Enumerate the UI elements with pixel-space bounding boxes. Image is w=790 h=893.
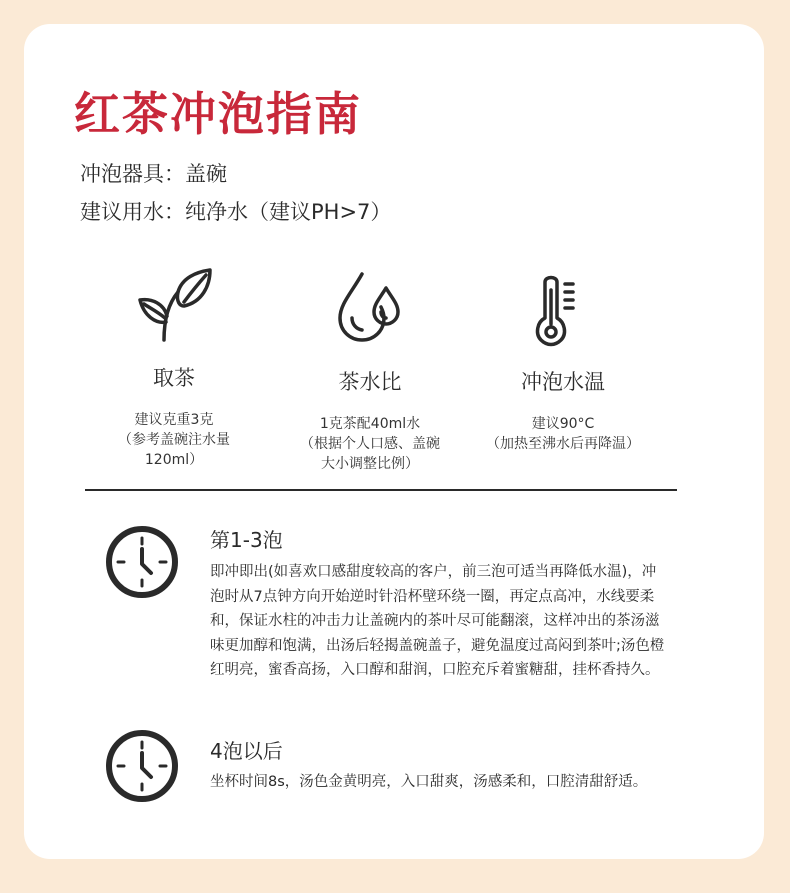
step-description: 即冲即出(如喜欢口感甜度较高的客户，前三泡可适当再降低水温)，冲泡时从7点钟方向开始逆时针沿杯壁环绕一圈，再定点高冲，水线要柔和，保证水柱的冲击力让盖碗内的茶叶尽可能翻滚，这样冲出的茶汤滋味更加醇和饱满，出汤后轻揭盖碗盖子，避免温度过高闷到茶叶;汤色橙红明亮，蜜香高扬，入口醇和甜润，口腔充斥着蜜糖甜，挂杯香持久。 <box>210 564 665 678</box>
step-title: 4泡以后 <box>210 739 283 763</box>
desc-line: （参考盖碗注水量 <box>118 432 230 448</box>
icon-description <box>74 410 274 470</box>
clock-icon <box>104 524 180 600</box>
desc-line: （加热至沸水后再降温） <box>486 436 640 452</box>
brewing-vessel-text: 冲泡器具：盖碗 <box>80 162 227 186</box>
recommended-water-text: 建议用水：纯净水（建议PH>7） <box>80 200 392 224</box>
step-description: 坐杯时间8s，汤色金黄明亮，入口甜爽，汤感柔和，口腔清甜舒适。 <box>210 774 648 790</box>
water-drops-icon <box>330 270 410 346</box>
desc-line: 建议克重3克 <box>134 412 214 428</box>
icon-label: 取茶 <box>153 366 195 390</box>
thermometer-icon <box>523 272 603 348</box>
desc-line: 1克茶配40ml水 <box>319 416 421 432</box>
tea-water-ratio-column <box>270 270 470 474</box>
desc-line: 120ml） <box>144 452 204 468</box>
icon-label: 茶水比 <box>338 370 402 394</box>
step-title: 第1-3泡 <box>210 528 283 552</box>
desc-line: （根据个人口感、盖碗 <box>300 436 440 452</box>
icon-description <box>270 414 470 474</box>
water-temperature-column <box>463 272 663 454</box>
page-title: 红茶冲泡指南 <box>74 87 362 141</box>
clock-icon <box>104 728 180 804</box>
section-divider <box>85 489 677 491</box>
icon-description <box>463 414 663 454</box>
icon-label: 冲泡水温 <box>521 370 605 394</box>
desc-line: 大小调整比例） <box>321 456 419 472</box>
leaf-icon <box>134 266 214 346</box>
desc-line: 建议90°C <box>531 416 595 432</box>
tea-amount-column <box>74 266 274 470</box>
